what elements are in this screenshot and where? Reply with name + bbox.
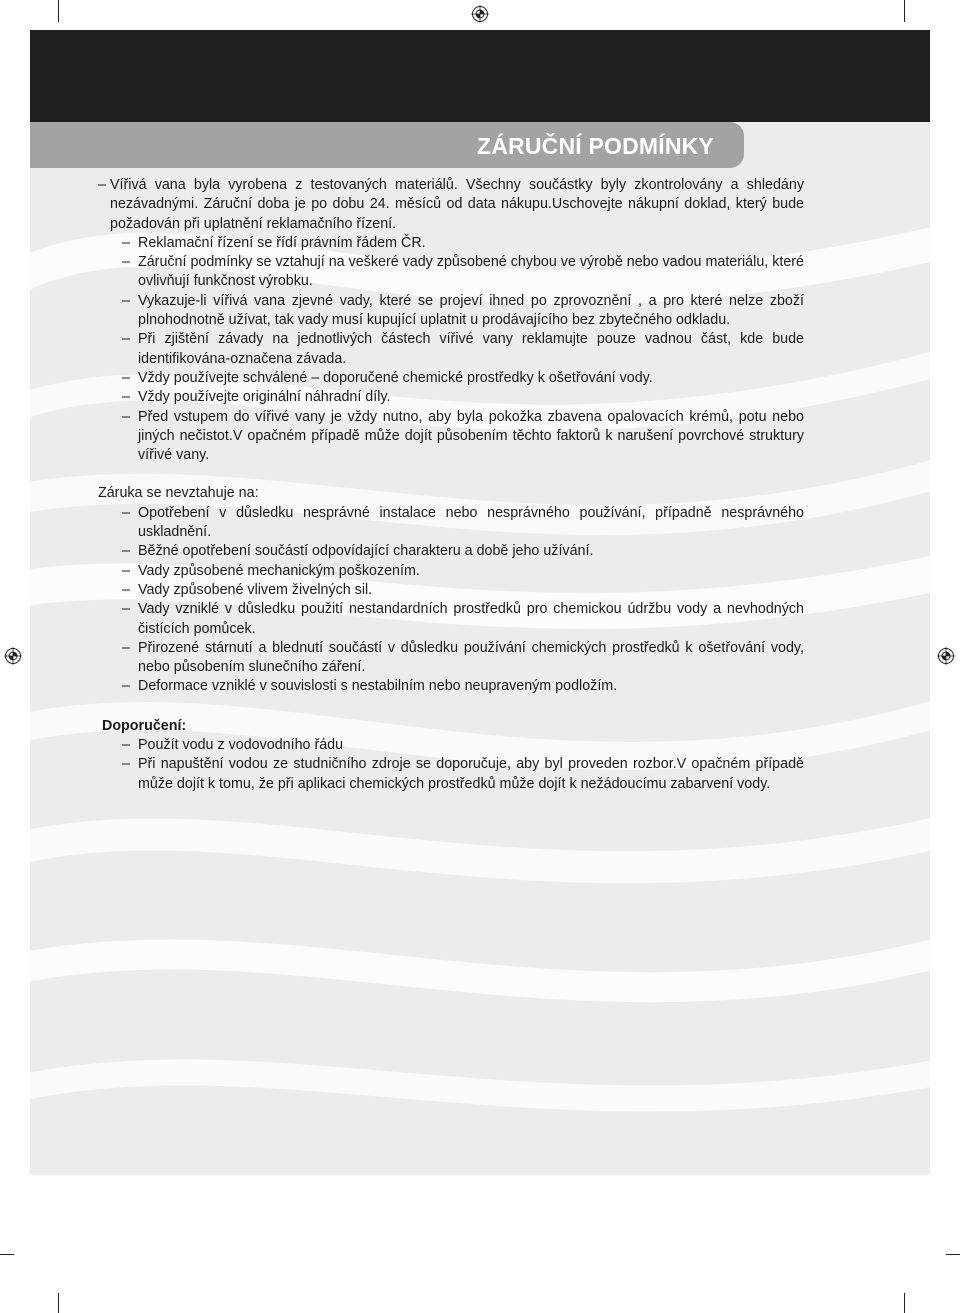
list-dash: –: [122, 562, 130, 579]
intro-item: – Reklamační řízení se řídí právním řádem ČR.: [98, 234, 804, 253]
intro-item: – Vždy používejte originální náhradní díly.: [98, 388, 804, 407]
list-dash: –: [122, 292, 130, 309]
list-dash: –: [98, 177, 106, 193]
list-dash: –: [122, 331, 130, 348]
exclusion-item: – Běžné opotřebení součástí odpovídající charakteru a době jeho užívání.: [98, 542, 804, 561]
crop-mark-top-left: [58, 0, 59, 22]
list-dash: –: [122, 737, 130, 754]
exclusion-item: – Vady způsobené vlivem živelných sil.: [98, 581, 804, 600]
content-area: [98, 176, 804, 794]
intro-item: – Před vstupem do vířivé vany je vždy nutno, aby byla pokožka zbavena opalovacích krémů, potu nebo jiných nečistot.V opačném případě může dojít působením těchto faktorů k narušení povrchové struktury vířivé vany.: [122, 408, 804, 464]
intro-item: – Vířivá vana byla vyrobena z testovaných materiálů. Všechny součástky byly zkontrolovány a shledány nezávadnými. Záruční doba je po dobu 24. měsíců od data nákupu.Uschovejte nákupní doklad, který bude požadován při uplatnění reklamačního řízení.: [98, 177, 804, 232]
list-dash: –: [122, 408, 130, 425]
registration-mark-icon: [937, 647, 955, 665]
crop-mark-bottom-left-h: [0, 1254, 14, 1255]
exclusions-heading: Záruka se nevztahuje na:: [98, 485, 259, 502]
crop-mark-bottom-left-v: [58, 1293, 59, 1313]
list-dash: –: [122, 678, 130, 695]
recommendation-item: – Použít vodu z vodovodního řádu: [98, 736, 804, 755]
exclusion-item: – Vady vzniklé v důsledku použití nestandardních prostředků pro chemickou údržbu vody a nevhodných čistících pomůcek.: [122, 601, 804, 637]
exclusion-item: – Deformace vzniklé v souvislosti s nestabilním nebo neupraveným podložím.: [98, 677, 804, 696]
title-bar: [30, 122, 744, 168]
list-dash: –: [122, 234, 130, 251]
list-dash: –: [122, 369, 130, 386]
exclusion-item: – Vady způsobené mechanickým poškozením.: [98, 562, 804, 581]
list-dash: –: [122, 389, 130, 406]
recommendation-item: – Při napuštění vodou ze studničního zdroje se doporučuje, aby byl proveden rozbor.V opačném případě může dojít k tomu, že při aplikaci chemických prostředků může dojít k nežádoucímu zabarvení vody.: [122, 756, 804, 792]
page-title: ZÁRUČNÍ PODMÍNKY: [476, 133, 714, 159]
intro-item: – Záruční podmínky se vztahují na veškeré vady způsobené chybou ve výrobě nebo vadou materiálu, které ovlivňují funkčnost výrobku.: [122, 254, 804, 290]
registration-mark-icon: [4, 647, 22, 665]
recommendations-heading: Doporučení:: [102, 717, 187, 734]
exclusion-item: – Přirozené stárnutí a blednutí součástí v důsledku používání chemických prostředků k ošetřování vody, nebo působením slunečního záření.: [122, 639, 804, 676]
list-dash: –: [122, 756, 130, 773]
crop-mark-bottom-right-v: [904, 1293, 905, 1313]
list-dash: –: [122, 601, 130, 618]
header-dark-band: [30, 30, 930, 122]
intro-item: – Vždy používejte schválené – doporučené chemické prostředky k ošetřování vody.: [98, 369, 804, 388]
crop-mark-top-right: [904, 0, 905, 22]
exclusion-item: – Opotřebení v důsledku nesprávné instalace nebo nesprávného používání, případně nesprávného uskladnění.: [122, 504, 804, 541]
list-dash: –: [122, 639, 130, 656]
list-dash: –: [122, 254, 130, 271]
intro-item: – Při zjištění závady na jednotlivých částech vířivé vany reklamujte pouze vadnou část, kde bude identifikována-označena závada.: [122, 331, 804, 367]
intro-item: – Vykazuje-li vířivá vana zjevné vady, které se projeví ihned po zprovoznění , a pro které nelze zboží plnohodnotně užívat, tak vady musí kupující uplatnit u prodávajícího bez zbytečného odkladu.: [122, 292, 804, 329]
crop-mark-bottom-right-h: [946, 1254, 960, 1255]
list-dash: –: [122, 543, 130, 560]
registration-mark-icon: [471, 5, 489, 23]
list-dash: –: [122, 504, 130, 521]
list-dash: –: [122, 581, 130, 598]
